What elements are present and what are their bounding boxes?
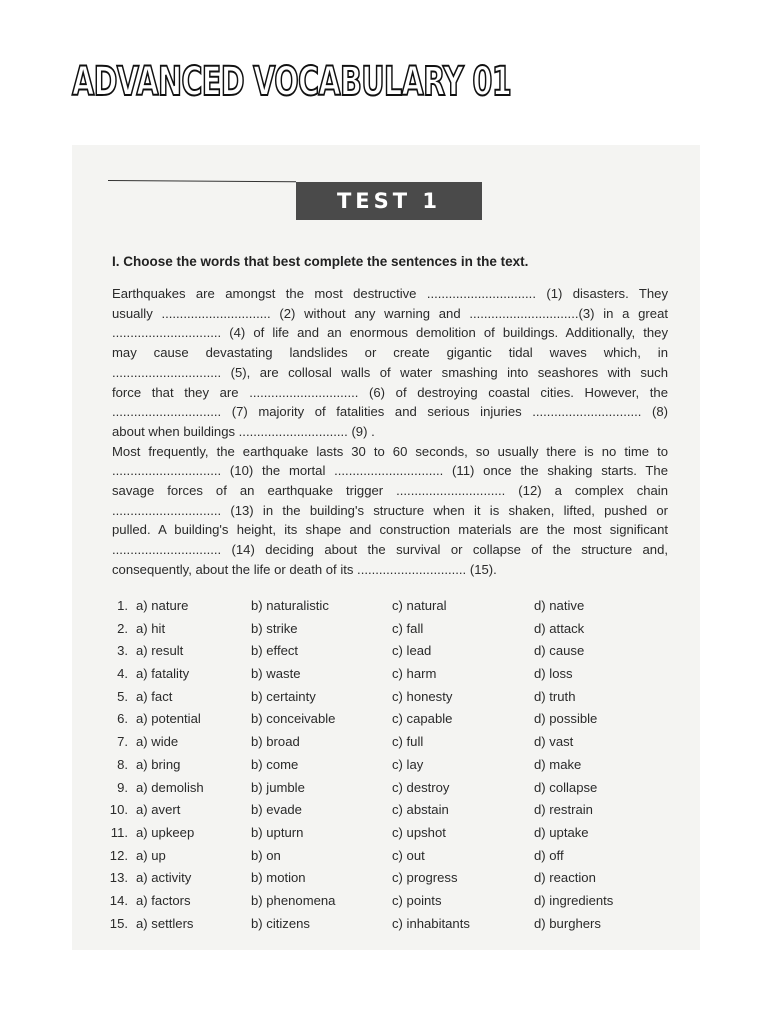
option-c: c) fall <box>392 620 424 636</box>
option-b: b) naturalistic <box>251 598 329 613</box>
passage-line: may cause devastating landslides or create gigantic tidal waves which, in <box>112 345 668 361</box>
question-number: 2. <box>117 620 128 636</box>
question-number: 1. <box>117 598 128 613</box>
answer-options <box>106 598 626 938</box>
option-d: d) restrain <box>534 802 593 818</box>
passage-line: about when buildings .............................. (9) . <box>112 423 375 439</box>
question-number: 11. <box>110 824 128 840</box>
option-b: b) evade <box>251 802 302 818</box>
passage-line: .............................. (10) the mortal .............................. (11) once the shaking starts. The <box>112 463 668 479</box>
option-b: b) effect <box>251 643 299 659</box>
option-c: c) destroy <box>392 779 450 795</box>
option-d: d) attack <box>534 620 585 636</box>
question-number: 4. <box>117 666 128 682</box>
passage-line: Most frequently, the earthquake lasts 30 to 60 seconds, so usually there is no time to <box>112 443 668 459</box>
question-number: 5. <box>117 688 128 704</box>
option-a: a) fatality <box>136 666 190 682</box>
option-c: c) full <box>392 734 424 750</box>
option-b: b) upturn <box>251 824 304 840</box>
option-a: a) up <box>136 847 166 863</box>
question-number: 8. <box>117 756 128 772</box>
passage-line: pulled. A building's height, its shape and construction materials are the most significant <box>112 522 668 538</box>
option-b: b) certainty <box>251 688 316 704</box>
option-d: d) make <box>534 756 582 772</box>
option-b: b) motion <box>251 870 306 886</box>
option-c: c) inhabitants <box>392 915 470 931</box>
option-a: a) wide <box>136 734 179 750</box>
option-row <box>106 825 626 848</box>
option-row <box>106 666 626 689</box>
option-a: a) upkeep <box>136 824 195 840</box>
passage-line: .............................. (5), are collosal walls of water smashing into seashores with such <box>112 364 668 380</box>
option-b: b) broad <box>251 734 300 750</box>
option-a: a) potential <box>136 711 201 727</box>
option-c: c) upshot <box>392 824 446 840</box>
option-c: c) abstain <box>392 802 449 818</box>
question-number: 14. <box>109 892 128 908</box>
option-d: d) burghers <box>534 915 601 931</box>
option-a: a) activity <box>136 870 192 886</box>
option-d: d) vast <box>534 734 574 750</box>
passage-line: .............................. (13) in the building's structure when it is shaken, lifted, pushed or <box>112 502 668 518</box>
option-a: a) bring <box>136 756 181 772</box>
option-c: c) lead <box>392 643 432 659</box>
question-number: 15. <box>109 915 128 931</box>
option-b: b) strike <box>251 620 298 636</box>
question-number: 13. <box>109 870 128 886</box>
question-number: 12. <box>109 847 128 863</box>
passage <box>112 284 668 580</box>
option-row <box>106 711 626 734</box>
option-c: c) lay <box>392 756 424 772</box>
question-number: 10. <box>109 802 128 818</box>
option-row <box>106 734 626 757</box>
question-number: 9. <box>117 779 128 795</box>
option-b: b) phenomena <box>251 892 336 908</box>
option-c: c) points <box>392 892 442 908</box>
option-d: d) cause <box>534 643 585 659</box>
option-row <box>106 643 626 666</box>
page-title: ADVANCED VOCABULARY 01 <box>72 59 512 105</box>
passage-line: usually .............................. (2) without any warning and ..............................(3) in a great <box>112 305 668 321</box>
option-b: b) conceivable <box>251 711 336 727</box>
option-c: c) capable <box>392 711 453 727</box>
option-b: b) citizens <box>251 915 310 931</box>
option-row <box>106 848 626 871</box>
option-c: c) natural <box>392 598 447 613</box>
option-row <box>106 689 626 712</box>
option-c: c) honesty <box>392 688 453 704</box>
passage-line: savage forces of an earthquake trigger .............................. (12) a complex chain <box>112 483 668 499</box>
question-number: 3. <box>117 643 128 659</box>
option-d: d) ingredients <box>534 892 614 908</box>
option-c: c) progress <box>392 870 458 886</box>
passage-line: consequently, about the life or death of its .............................. (15). <box>112 561 497 577</box>
option-row <box>106 893 626 916</box>
option-d: d) off <box>534 847 564 863</box>
option-d: d) uptake <box>534 824 589 840</box>
option-d: d) native <box>534 598 585 613</box>
instruction-heading: I. Choose the words that best complete the sentences in the text. <box>112 254 529 269</box>
option-d: d) loss <box>534 666 573 682</box>
option-c: c) out <box>392 847 425 863</box>
option-b: b) jumble <box>251 779 305 795</box>
option-a: a) nature <box>136 598 189 613</box>
passage-line: .............................. (7) majority of fatalities and serious injuries .............................. (8) <box>112 404 668 420</box>
option-b: b) come <box>251 756 299 772</box>
passage-line: force that they are .............................. (6) of destroying coastal cities. However, the <box>112 384 668 400</box>
option-row <box>106 802 626 825</box>
question-number: 6. <box>117 711 128 727</box>
option-d: d) possible <box>534 711 598 727</box>
option-d: d) collapse <box>534 779 598 795</box>
passage-line: .............................. (14) deciding about the survival or collapse of the structure and, <box>112 542 668 558</box>
passage-line: .............................. (4) of life and an enormous demolition of buildings. Additionally, they <box>112 325 668 341</box>
question-number: 7. <box>117 734 128 750</box>
option-row <box>106 621 626 644</box>
option-row <box>106 916 626 939</box>
option-row <box>106 780 626 803</box>
option-d: d) truth <box>534 688 576 704</box>
option-a: a) factors <box>136 892 191 908</box>
option-a: a) result <box>136 643 184 659</box>
option-d: d) reaction <box>534 870 596 886</box>
option-row <box>106 598 626 621</box>
option-a: a) fact <box>136 688 173 704</box>
option-row <box>106 870 626 893</box>
passage-line: Earthquakes are amongst the most destructive .............................. (1) disasters. They <box>112 286 668 301</box>
option-row <box>106 757 626 780</box>
test-banner: TEST 1 <box>296 182 482 220</box>
option-a: a) demolish <box>136 779 204 795</box>
option-a: a) settlers <box>136 915 194 931</box>
option-b: b) waste <box>251 666 301 682</box>
option-c: c) harm <box>392 666 437 682</box>
option-a: a) avert <box>136 802 181 818</box>
option-b: b) on <box>251 847 281 863</box>
option-a: a) hit <box>136 620 166 636</box>
